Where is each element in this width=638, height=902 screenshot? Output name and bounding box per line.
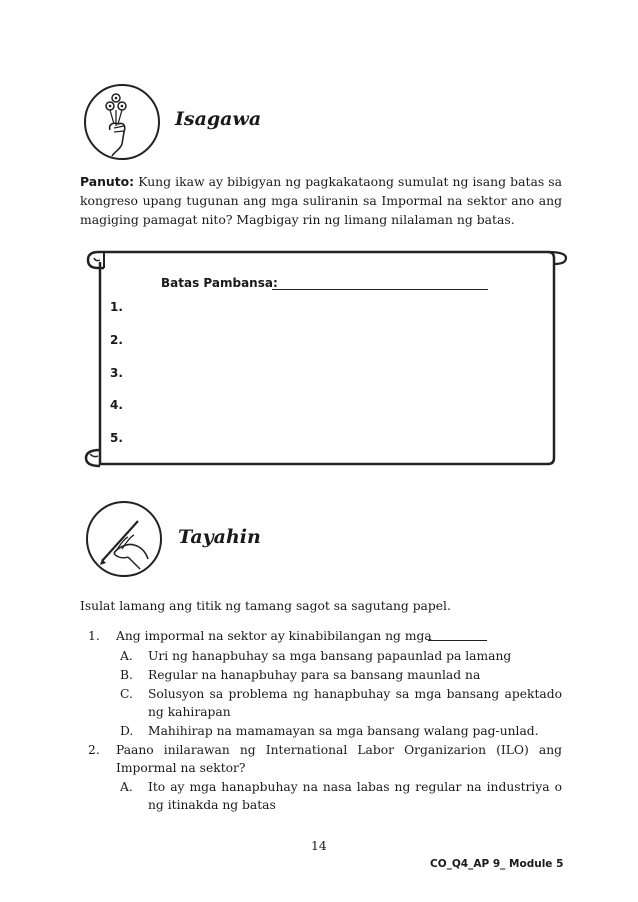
scroll-item-5: 5.: [110, 431, 123, 445]
scroll-item-2: 2.: [110, 333, 123, 347]
question-2-number: 2.: [88, 743, 100, 757]
batas-pambansa-label: [161, 276, 278, 290]
hand-holding-flowers-icon: [84, 84, 160, 160]
panuto-label: Panuto:: [80, 174, 135, 189]
question-1-number: 1.: [88, 629, 100, 643]
question-2-text: Paano inilarawan ng International Labor Organizarion (ILO) ang Impormal na sektor?: [116, 743, 562, 775]
panuto-text: Kung ikaw ay bibigyan ng pagkakataong sumulat ng isang batas sa kongreso upang tugunan ang mga suliranin sa Impormal na sektor ano ang magiging pamagat nito? Magbigay rin ng limang nilalaman ng batas.: [80, 174, 562, 227]
panuto-paragraph: [80, 172, 562, 229]
module-footer: CO_Q4_AP 9_ Module 5: [430, 858, 564, 870]
isagawa-title: Isagawa: [175, 108, 262, 130]
question-1-answer-blank: [428, 640, 487, 641]
page-number: 14: [311, 839, 327, 853]
scroll-item-1: 1.: [110, 300, 123, 314]
batas-pambansa-answer-line: [272, 289, 488, 290]
scroll-item-3: 3.: [110, 366, 123, 380]
scroll-frame: [84, 240, 568, 472]
scroll-item-4: 4.: [110, 398, 123, 412]
question-1-text: Ang impormal na sektor ay kinabibilangan ng mga: [116, 629, 432, 643]
tayahin-title: Tayahin: [178, 526, 261, 548]
hand-writing-pen-icon: [86, 501, 162, 577]
instruction-text: Isulat lamang ang titik ng tamang sagot sa sagutang papel.: [80, 599, 451, 613]
batas-pambansa-heading: Batas Pambansa:: [161, 276, 278, 290]
